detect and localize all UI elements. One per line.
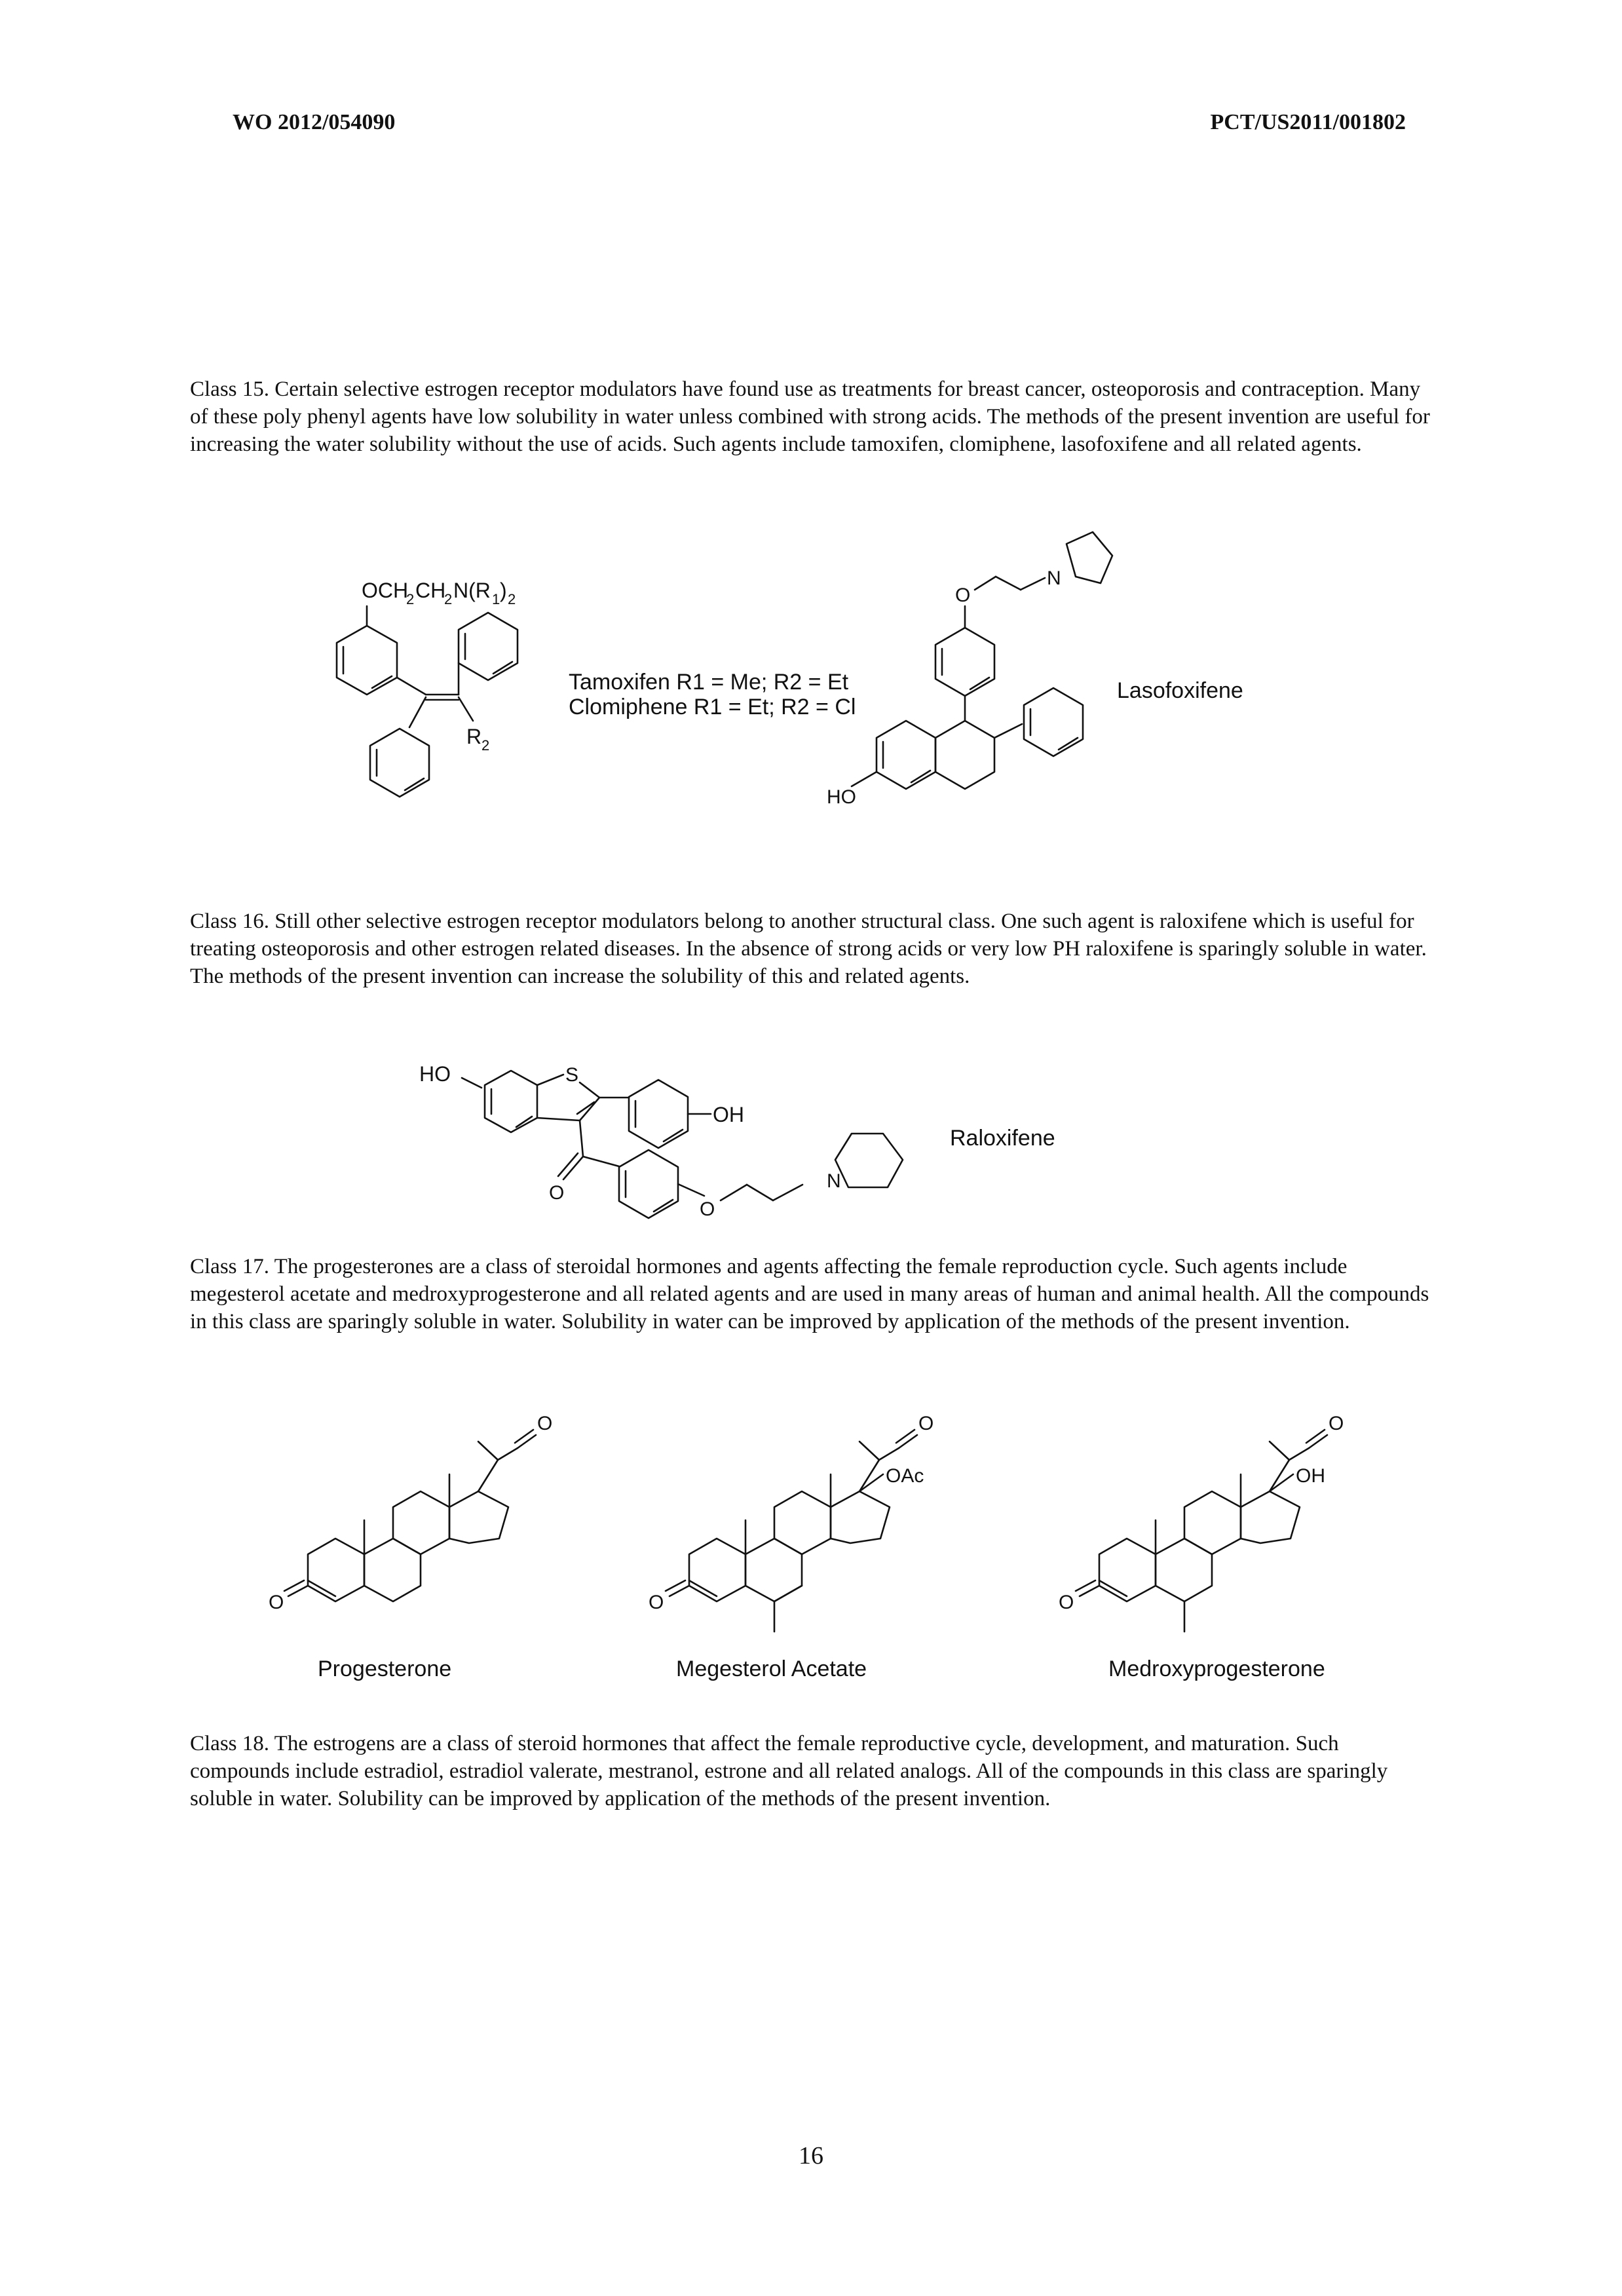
- svg-text:O: O: [1059, 1592, 1074, 1613]
- svg-text:N: N: [827, 1170, 841, 1192]
- svg-text:HO: HO: [827, 786, 856, 808]
- svg-text:1: 1: [492, 591, 500, 607]
- progesterone-structure: [269, 1413, 552, 1613]
- svg-text:O: O: [955, 584, 971, 606]
- svg-text:): ): [500, 579, 507, 602]
- svg-text:N: N: [1047, 567, 1061, 589]
- svg-text:CH: CH: [415, 579, 446, 602]
- class18-paragraph: Class 18. The estrogens are a class of steroid hormones that affect the female reproductive cycle, development, and maturation. Such compounds include estradiol, estradiol valerate, mestranol, estrone and all related analogs. All of the compounds in this class are sparingly soluble in water. Solubility can be improved by application of the methods of the present invention.: [190, 1732, 1388, 1810]
- page-number: 16: [799, 2142, 823, 2170]
- progesterone-label: Progesterone: [318, 1656, 452, 1681]
- svg-text:O: O: [549, 1182, 565, 1204]
- svg-text:O: O: [918, 1413, 934, 1434]
- svg-text:2: 2: [508, 591, 516, 607]
- tamoxifen-label: Tamoxifen R1 = Me; R2 = Et: [569, 670, 849, 695]
- clomiphene-label: Clomiphene R1 = Et; R2 = Cl: [569, 695, 856, 719]
- application-number: PCT/US2011/001802: [1210, 110, 1406, 134]
- svg-text:O: O: [537, 1413, 553, 1434]
- svg-text:N(R: N(R: [453, 579, 491, 602]
- svg-text:O: O: [649, 1592, 664, 1613]
- lasofoxifene-label: Lasofoxifene: [1117, 678, 1243, 703]
- class16-paragraph: Class 16. Still other selective estrogen receptor modulators belong to another structural class. One such agent is raloxifene which is useful for treating osteoporosis and other estrogen related diseases. In the absence of strong acids or very low PH raloxifene is sparingly soluble in water. The methods of the present invention can increase the solubility of this and related agents.: [190, 909, 1427, 988]
- svg-text:2: 2: [444, 591, 453, 607]
- megesterol-acetate-label: Megesterol Acetate: [676, 1656, 867, 1681]
- oh-label: OH: [1296, 1465, 1325, 1487]
- class17-paragraph: Class 17. The progesterones are a class of steroidal hormones and agents affecting the female reproduction cycle. Such agents include megesterol acetate and medroxyprogesterone and all related agents and are used in many areas of human and animal health. All the compounds in this class are sparingly soluble in water. Solubility in water can be improved by application of the methods of the present invention.: [190, 1255, 1429, 1333]
- oac-label: OAc: [886, 1465, 924, 1487]
- medroxyprogesterone-structure: [1059, 1413, 1344, 1632]
- svg-text:R: R: [466, 725, 482, 748]
- svg-text:O: O: [700, 1198, 715, 1220]
- medroxyprogesterone-label: Medroxyprogesterone: [1108, 1656, 1325, 1681]
- megesterol-acetate-structure: [649, 1413, 934, 1632]
- svg-text:2: 2: [406, 591, 415, 607]
- svg-text:OCH: OCH: [362, 579, 409, 602]
- svg-text:HO: HO: [419, 1062, 451, 1086]
- svg-text:2: 2: [481, 737, 490, 754]
- svg-text:OH: OH: [713, 1103, 744, 1126]
- class15-paragraph: Class 15. Certain selective estrogen receptor modulators have found use as treatments for breast cancer, osteoporosis and contraception. Many of these poly phenyl agents have low solubility in water unless combined with strong acids. The methods of the present invention are useful for increasing the water solubility without the use of acids. Such agents include tamoxifen, clomiphene, lasofoxifene and all related agents.: [190, 377, 1430, 456]
- publication-number: WO 2012/054090: [233, 110, 396, 134]
- svg-text:O: O: [269, 1592, 284, 1613]
- svg-text:S: S: [565, 1064, 579, 1086]
- raloxifene-label: Raloxifene: [950, 1126, 1055, 1151]
- svg-text:O: O: [1329, 1413, 1344, 1434]
